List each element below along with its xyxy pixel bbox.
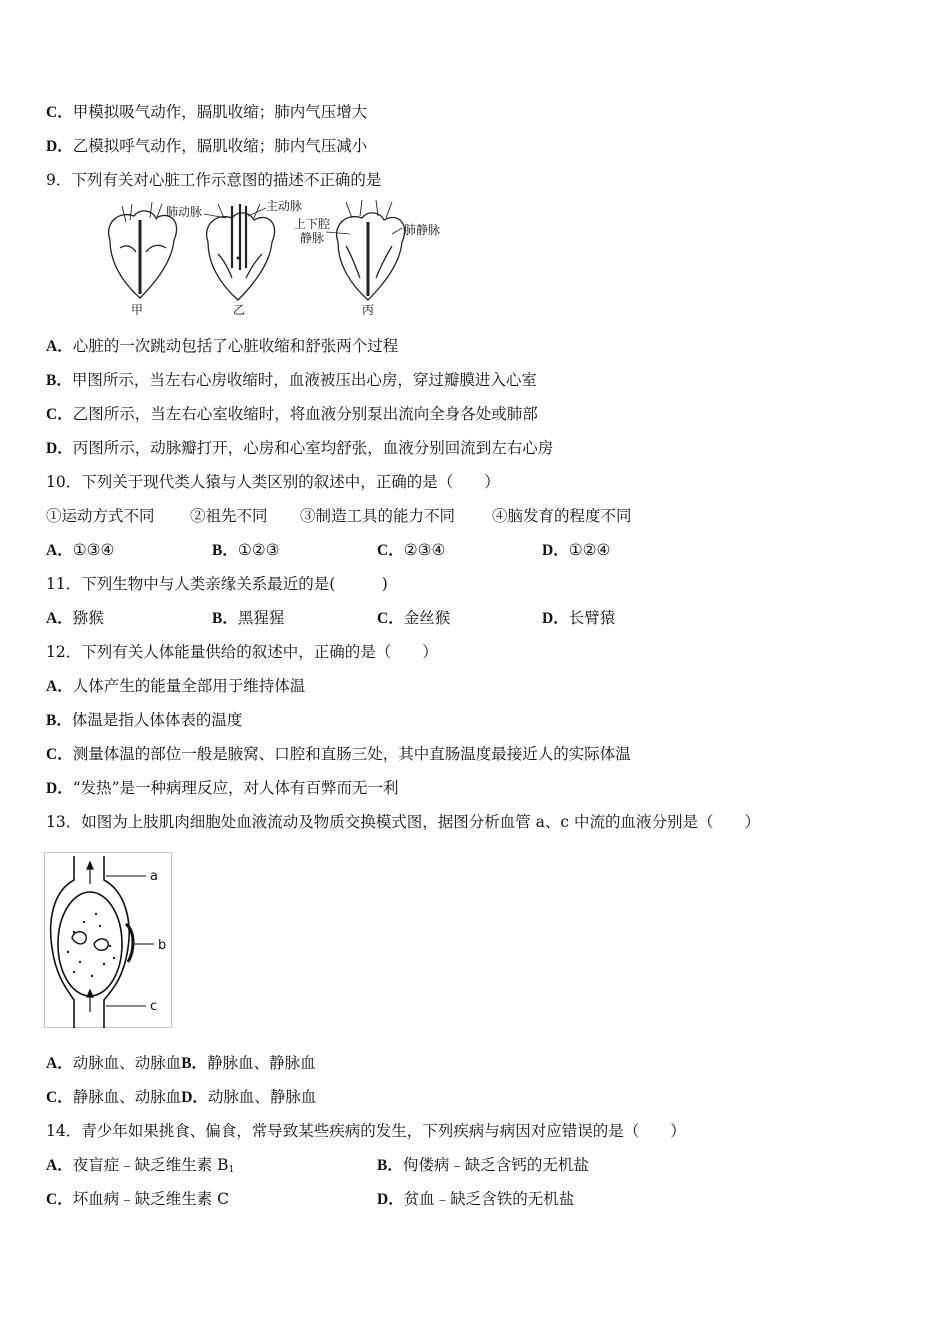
option-text: “发热”是一种病理反应，对人体有百弊而无一利: [72, 779, 399, 797]
q10-option-c: [377, 540, 445, 561]
option-text: 甲模拟吸气动作，膈肌收缩；肺内气压增大: [72, 103, 368, 121]
q9-option-c: [46, 404, 538, 425]
option-text: 静脉血、动脉血: [72, 1088, 182, 1106]
blood-vessel-figure: [44, 852, 174, 1030]
option-label: C．: [377, 610, 404, 627]
option-label: C．: [46, 746, 73, 763]
option-label: A．: [46, 1055, 73, 1072]
option-label: D．: [377, 1191, 404, 1208]
option-text: 丙图所示，动脉瓣打开，心房和心室均舒张，血液分别回流到左右心房: [72, 439, 554, 457]
option-label: B．: [212, 610, 238, 627]
option-text: 体温是指人体体表的温度: [71, 711, 243, 729]
option-text: ①②④: [568, 541, 611, 559]
option-label: A．: [46, 678, 73, 695]
q9-option-a: [46, 336, 398, 357]
q10-item-2: ②祖先不同: [190, 507, 268, 525]
option-text: 甲图所示，当左右心房收缩时，血液被压出心房，穿过瓣膜进入心室: [71, 371, 537, 389]
option-label: D．: [46, 138, 73, 155]
q11-option-a: [46, 608, 104, 629]
option-label: C．: [46, 406, 73, 423]
q12-option-b: [46, 710, 242, 731]
q13-options-row-1: [46, 1053, 316, 1074]
option-label: C．: [46, 104, 73, 121]
option-label: C．: [46, 1191, 73, 1208]
option-text: 心脏的一次跳动包括了心脏收缩和舒张两个过程: [72, 337, 399, 355]
option-label: D．: [542, 610, 569, 627]
option-text: 贫血﹣缺乏含铁的无机盐: [403, 1190, 575, 1208]
option-label: D．: [542, 542, 569, 559]
option-text: 长臂猿: [568, 609, 616, 627]
option-label: B．: [46, 372, 72, 389]
q10-item-4: ④脑发育的程度不同: [492, 507, 632, 525]
label-c: c: [150, 999, 158, 1014]
option-text: 人体产生的能量全部用于维持体温: [72, 677, 306, 695]
heart-diagram-figure: [100, 198, 452, 318]
option-text: 猕猴: [72, 609, 104, 627]
q10-item-3: ③制造工具的能力不同: [300, 507, 456, 525]
option-label: A．: [46, 338, 73, 355]
q9-option-d: [46, 438, 553, 459]
q10-option-a: [46, 540, 114, 561]
option-label: B．: [46, 712, 72, 729]
option-label: A．: [46, 610, 73, 627]
option-text: ②③④: [403, 541, 446, 559]
option-text: 测量体温的部位一般是腋窝、口腔和直肠三处，其中直肠温度最接近人的实际体温: [72, 745, 631, 763]
q11-stem: 11．下列生物中与人类亲缘关系最近的是( ): [46, 575, 388, 593]
q12-option-d: [46, 778, 399, 799]
q12-stem: 12．下列有关人体能量供给的叙述中，正确的是（ ）: [46, 643, 438, 661]
q10-stem: 10．下列关于现代类人猿与人类区别的叙述中，正确的是（ ）: [46, 473, 500, 491]
option-label: B．: [377, 1157, 403, 1174]
label-a: a: [150, 869, 158, 884]
option-text: 乙图所示，当左右心室收缩时，将血液分别泵出流向全身各处或肺部: [72, 405, 538, 423]
q14-option-a: [46, 1155, 234, 1180]
q11-option-b: [212, 608, 284, 629]
label-pulmonary-vein: 肺静脉: [404, 223, 441, 237]
q9-option-b: [46, 370, 537, 391]
q14-option-d: [377, 1189, 574, 1210]
q11-option-d: [542, 608, 615, 629]
heart-jia-outline: [109, 211, 177, 298]
option-label: B．: [181, 1055, 208, 1072]
label-bing: 丙: [362, 303, 375, 317]
option-text: 动脉血、静脉血: [207, 1088, 317, 1106]
option-text: 佝偻病﹣缺乏含钙的无机盐: [402, 1156, 589, 1174]
q9-stem: 9．下列有关对心脏工作示意图的描述不正确的是: [46, 171, 382, 189]
q14-option-b: [377, 1155, 589, 1176]
q10-option-b: [212, 540, 280, 561]
option-label: D．: [46, 440, 73, 457]
option-label: C．: [46, 1089, 73, 1106]
option-text: 坏血病﹣缺乏维生素 C: [72, 1190, 229, 1208]
q10-item-1: ①运动方式不同: [46, 507, 155, 525]
label-b: b: [158, 938, 167, 953]
option-text: 静脉血、静脉血: [207, 1054, 316, 1072]
option-text: 金丝猴: [403, 609, 451, 627]
option-text: 黑猩猩: [237, 609, 285, 627]
option-label: A．: [46, 1157, 73, 1174]
label-pulmonary-artery: 肺动脉: [166, 205, 203, 219]
option-label: A．: [46, 542, 73, 559]
label-vena-cava-2: 静脉: [300, 231, 325, 245]
q13-stem: 13．如图为上肢肌肉细胞处血液流动及物质交换模式图，据图分析血管 a、c 中流的血液分别是（ ）: [46, 813, 761, 831]
q14-option-c: [46, 1189, 229, 1210]
label-aorta: 主动脉: [266, 199, 303, 213]
option-label: B．: [212, 542, 238, 559]
q13-options-row-2: [46, 1087, 316, 1108]
heart-bing-outline: [337, 213, 405, 300]
q14-stem: 14．青少年如果挑食、偏食，常导致某些疾病的发生，下列疾病与病因对应错误的是（ ）: [46, 1122, 686, 1140]
q8-option-d: [46, 136, 367, 157]
option-text: 乙模拟呼气动作，膈肌收缩；肺内气压减小: [72, 137, 368, 155]
q8-option-c: [46, 102, 367, 123]
subscript: 1: [228, 1165, 235, 1175]
option-label: D．: [181, 1089, 208, 1106]
label-vena-cava-1: 上下腔: [294, 217, 331, 231]
label-yi: 乙: [233, 303, 246, 317]
q11-option-c: [377, 608, 450, 629]
q12-option-a: [46, 676, 305, 697]
label-jia: 甲: [131, 303, 144, 317]
q12-option-c: [46, 744, 631, 765]
option-text: 动脉血、动脉血: [72, 1054, 182, 1072]
option-text: ①③④: [72, 541, 115, 559]
option-text: ①②③: [237, 541, 280, 559]
option-label: D．: [46, 780, 73, 797]
q10-option-d: [542, 540, 610, 561]
option-text: 夜盲症﹣缺乏维生素 B: [72, 1156, 229, 1174]
option-label: C．: [377, 542, 404, 559]
